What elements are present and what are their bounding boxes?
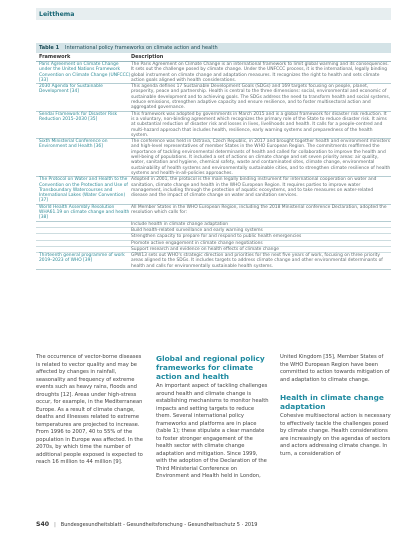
description-cell: Promote active engagement in climate change negotiations	[131, 240, 263, 246]
table-caption	[36, 43, 391, 53]
framework-cell: 2030 Agenda for Sustainable Development [34]	[39, 84, 103, 95]
table-row	[36, 112, 391, 139]
section-heading-strip	[36, 8, 391, 20]
column-header-framework: Framework	[39, 54, 71, 60]
text-column-2	[156, 354, 270, 481]
table-row	[36, 62, 391, 84]
framework-cell: Sixth Ministerial Conference on Environment and Health [36]	[39, 139, 108, 150]
description-cell: This agenda defines 17 Sustainable Development Goals (SDGs) and 169 targets focusing on people, planet, prosperity, peace and partnership. Health is central to the three dimensions: social, environmental and economic of sustainable development and to achieving goals. The SDGs address the need to transform health and social systems, reduce emissions, strengthen adaptive capacity and ensure resilience, and to foster multisectoral action and aggregated governance.	[131, 84, 391, 111]
text-column-3	[280, 354, 392, 458]
framework-cell	[36, 222, 131, 227]
table-row	[36, 205, 391, 222]
framework-cell	[36, 247, 131, 252]
description-cell: All Member States in the WHO European Region, including the 2018 Ministerial conference Declaration, adopted the resolution which calls for:	[131, 204, 387, 216]
framework-cell: Thirteenth general programme of work 2019–2023 of WHO [39]	[39, 253, 125, 264]
text-column-1	[36, 354, 146, 467]
framework-cell	[36, 234, 131, 239]
journal-name: Bundesgesundheitsblatt - Gesundheitsforschung - Gesundheitsschutz 5 · 2019	[60, 521, 258, 528]
table-caption-label: Table 1	[39, 45, 60, 51]
section-title-policy-frameworks: Global and regional policy frameworks for climate action and health	[156, 354, 265, 381]
description-cell: The Paris Agreement on Climate Change is an international framework to limit global warming and its consequences. It sets out the challenge posed by climate change. Under the UNFCCC process, it is the international, legally binding global instrument on climate change and adaptation measures. It recognizes the right to health and sets climate action goals aligned with health considerations.	[131, 62, 389, 83]
body-paragraph: An important aspect of tackling challenges around health and climate change is establishing mechanisms to monitor health impacts and setting targets to reduce them. Several international policy frameworks and platforms are in place (table 1); these stipulate a clear mandate to foster stronger engagement of the health sector with climate change adaptation and mitigation. Since 1999, with the adoption of the Declaration of the Third Ministerial Conference on Environment and Health held in London,	[156, 383, 269, 479]
framework-cell: The Protocol on Water and Health to the Convention on the Protection and Use of Transboundary Watercourses and International Lakes (Water Convention) [37]	[39, 177, 128, 204]
table-row	[36, 253, 391, 270]
body-paragraph: The occurrence of vector-borne diseases is related to vector quality and may be affected by changes in rainfall, seasonality and frequency of extreme events such as heavy rains, floods and droughts [12]. Areas under high-stress occur, for example, in the Mediterranean Europe. As a result of climate change, deaths and illnesses related to extreme temperatures are projected to increase. From 1996 to 2007, 40 to 55% of the population in Europe was affected. In the 2070s, by which time the number of additional people exposed is expected to reach 16 million to 44 million [9].	[36, 354, 143, 465]
footer-separator: |	[54, 521, 56, 528]
description-cell: Include health in climate change adaptation	[131, 221, 229, 227]
body-paragraph: Cohesive multisectoral action is necessary to effectively tackle the challenges posed by climate change. Health considerations are increasingly on the agendas of sectors and actors addressing climate change. In turn, a consideration of	[280, 413, 391, 457]
section-heading: Leitthema	[39, 10, 75, 18]
description-cell: Support research and evidence on health effects of climate change	[131, 246, 279, 252]
table-row	[36, 84, 391, 111]
description-cell: This framework was adopted by governments in March 2015 and is a global framework for disaster risk reduction. It is a voluntary, non-binding agreement which recognizes the primary role of the State to reduce disaster risk. It aims at substantial reduction of disaster risk and losses in lives, livelihoods and health. It calls for a people-centred and multi-hazard approach that includes health, resilience, early warning systems and preparedness of the health system.	[131, 111, 387, 138]
description-cell: Build health-related surveillance and early warning systems	[131, 227, 263, 233]
table-body	[36, 62, 391, 270]
body-paragraph: United Kingdom [35], Member States of the WHO European Region have been committed to action towards mitigation of and adaptation to climate change.	[280, 354, 390, 383]
description-cell: GPW13 sets out WHO's strategic direction and priorities for the next five years of work, focusing on three priority areas aligned to the SDGs. It includes targets to address climate change and other environmental determinants of health and calls for environmentally sustainable health systems.	[131, 253, 383, 269]
column-header-description: Description	[131, 54, 164, 60]
table-header-row	[36, 53, 391, 62]
section-title-adaptation: Health in climate change adaptation	[280, 393, 384, 411]
table-row	[36, 139, 391, 177]
framework-cell: World Health Assembly Resolution WHA61.19 on climate change and health [38]	[39, 204, 130, 221]
description-cell: Adopted in 2001, the protocol is the main legally binding instrument for international cooperation on water and sanitation, climate change and health in the WHO European Region. It requires parties to improve water management, including through the protection of aquatic ecosystems, and to take measures on water-related disease and the impact of climate change on water and sanitation services.	[131, 177, 377, 199]
table-caption-text: International policy frameworks on climate action and health	[65, 45, 218, 51]
description-cell: Strengthen capacity to prepare for and respond to public health emergencies	[131, 234, 302, 240]
policy-table	[36, 43, 391, 270]
page-footer	[36, 521, 391, 528]
framework-cell: Sendai Framework for Disaster Risk Reduction 2015–2030 [35]	[39, 111, 118, 122]
framework-cell: Paris Agreement on Climate Change under the United Nations Framework Convention on Climate Change (UNFCCC) [33]	[39, 62, 131, 83]
framework-cell	[36, 241, 131, 246]
table-row	[36, 177, 391, 204]
description-cell: The conference was held in Ostrava, Czech Republic, in 2017 and brought together health and environment ministers and high-level representatives of member States in the WHO European Region. The commitments reaffirmed the importance of tackling environmental determinants of health and called for collaboration to improve the health and well-being of populations. It included a set of actions on climate change and set seven priority areas: air quality, water, sanitation and hygiene, chemical safety, waste and contaminated sites, climate change, environmental sustainability of health systems and environmentally sustainable cities, and to strengthen climate resilience of health systems and health-in-all-policies approaches.	[131, 139, 391, 176]
framework-cell	[36, 228, 131, 233]
page-number: S40	[36, 521, 50, 528]
